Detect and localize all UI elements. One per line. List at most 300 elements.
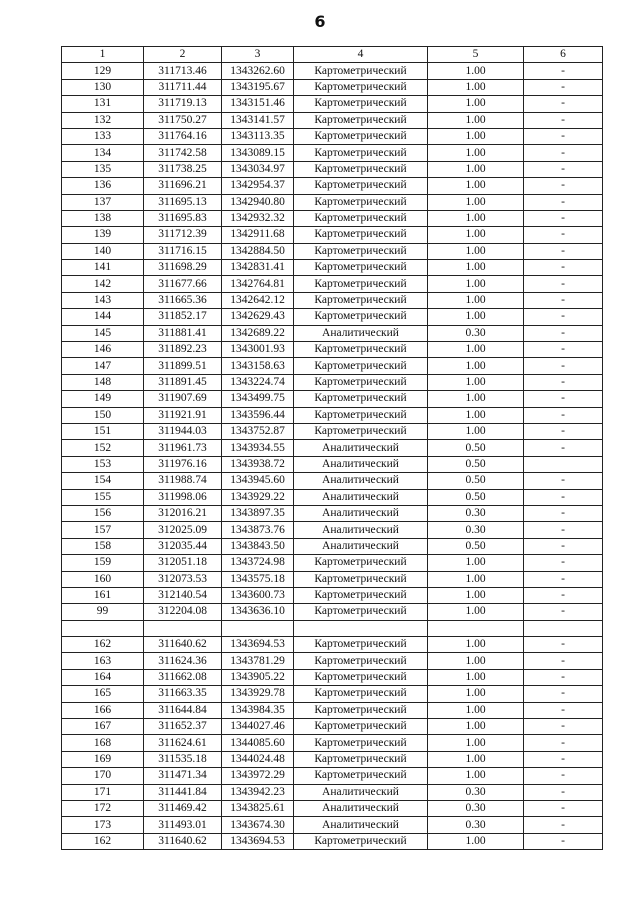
table-cell: 311713.46 bbox=[144, 63, 222, 79]
table-cell: - bbox=[524, 800, 603, 816]
header-row bbox=[62, 47, 603, 63]
table-cell: 1.00 bbox=[428, 391, 524, 407]
table-cell: 1342831.41 bbox=[222, 260, 294, 276]
table-cell: - bbox=[524, 587, 603, 603]
table-cell: - bbox=[524, 276, 603, 292]
table-cell: Картометрический bbox=[294, 145, 428, 161]
column-header: 5 bbox=[428, 47, 524, 63]
table-cell: Картометрический bbox=[294, 604, 428, 620]
table-cell: Картометрический bbox=[294, 276, 428, 292]
coordinates-table bbox=[61, 46, 603, 850]
table-cell: Картометрический bbox=[294, 210, 428, 226]
table-cell: 311716.15 bbox=[144, 243, 222, 259]
table-cell: - bbox=[524, 784, 603, 800]
table-cell: - bbox=[524, 751, 603, 767]
table-row bbox=[62, 112, 603, 128]
table-row bbox=[62, 538, 603, 554]
table-row bbox=[62, 768, 603, 784]
table-cell: 0.50 bbox=[428, 473, 524, 489]
table-cell: 1343001.93 bbox=[222, 342, 294, 358]
table-cell: 145 bbox=[62, 325, 144, 341]
table-cell: - bbox=[524, 505, 603, 521]
table-row bbox=[62, 260, 603, 276]
table-cell: 1.00 bbox=[428, 555, 524, 571]
table-row bbox=[62, 128, 603, 144]
table-cell: 0.30 bbox=[428, 817, 524, 833]
table-cell: - bbox=[524, 79, 603, 95]
table-cell: Аналитический bbox=[294, 505, 428, 521]
table-cell: 312073.53 bbox=[144, 571, 222, 587]
table-cell: 1.00 bbox=[428, 128, 524, 144]
column-header: 4 bbox=[294, 47, 428, 63]
table-cell: 1343113.35 bbox=[222, 128, 294, 144]
table-cell: Картометрический bbox=[294, 768, 428, 784]
table-cell: 1342940.80 bbox=[222, 194, 294, 210]
table-cell: 311738.25 bbox=[144, 161, 222, 177]
table-cell: 161 bbox=[62, 587, 144, 603]
table-cell: 1343224.74 bbox=[222, 374, 294, 390]
table-cell: 1342629.43 bbox=[222, 309, 294, 325]
table-cell: 1.00 bbox=[428, 276, 524, 292]
table-cell: 134 bbox=[62, 145, 144, 161]
empty-cell bbox=[222, 620, 294, 636]
table-cell: 1.00 bbox=[428, 669, 524, 685]
table-cell: 312140.54 bbox=[144, 587, 222, 603]
table-cell: 1343942.23 bbox=[222, 784, 294, 800]
table-cell: 1.00 bbox=[428, 735, 524, 751]
table-cell: 159 bbox=[62, 555, 144, 571]
table-cell: 1.00 bbox=[428, 768, 524, 784]
table-cell: 148 bbox=[62, 374, 144, 390]
table-cell: 153 bbox=[62, 456, 144, 472]
table-row bbox=[62, 555, 603, 571]
table-cell: 311907.69 bbox=[144, 391, 222, 407]
table-cell: - bbox=[524, 96, 603, 112]
table-cell: 163 bbox=[62, 653, 144, 669]
table-cell: - bbox=[524, 145, 603, 161]
table-cell: 1343945.60 bbox=[222, 473, 294, 489]
table-cell: 311441.84 bbox=[144, 784, 222, 800]
table-cell: 312025.09 bbox=[144, 522, 222, 538]
table-cell: - bbox=[524, 309, 603, 325]
table-row bbox=[62, 637, 603, 653]
table-cell: 1343972.29 bbox=[222, 768, 294, 784]
table-cell: 1343089.15 bbox=[222, 145, 294, 161]
table-cell: Аналитический bbox=[294, 440, 428, 456]
table-cell: 172 bbox=[62, 800, 144, 816]
table-cell: - bbox=[524, 128, 603, 144]
table-cell: Картометрический bbox=[294, 227, 428, 243]
table-cell: - bbox=[524, 243, 603, 259]
table-cell: Аналитический bbox=[294, 784, 428, 800]
table-row bbox=[62, 292, 603, 308]
table-cell: Картометрический bbox=[294, 571, 428, 587]
table-cell: Аналитический bbox=[294, 538, 428, 554]
table-cell: Картометрический bbox=[294, 833, 428, 849]
column-header: 3 bbox=[222, 47, 294, 63]
table-cell: - bbox=[524, 571, 603, 587]
table-cell: 129 bbox=[62, 63, 144, 79]
column-header: 1 bbox=[62, 47, 144, 63]
table-cell: 1343694.53 bbox=[222, 637, 294, 653]
table-cell: 1344024.48 bbox=[222, 751, 294, 767]
table-cell: Аналитический bbox=[294, 817, 428, 833]
table-cell: 311640.62 bbox=[144, 637, 222, 653]
table-cell: - bbox=[524, 735, 603, 751]
table-cell: 311695.83 bbox=[144, 210, 222, 226]
table-cell: 311881.41 bbox=[144, 325, 222, 341]
table-cell: 1.00 bbox=[428, 423, 524, 439]
table-row bbox=[62, 505, 603, 521]
table-cell: - bbox=[524, 473, 603, 489]
table-cell: 1.00 bbox=[428, 112, 524, 128]
table-cell: - bbox=[524, 555, 603, 571]
separator-row bbox=[62, 620, 603, 636]
table-cell: - bbox=[524, 325, 603, 341]
table-cell: 1343929.78 bbox=[222, 686, 294, 702]
table-cell: 171 bbox=[62, 784, 144, 800]
table-cell: 136 bbox=[62, 178, 144, 194]
table-row bbox=[62, 489, 603, 505]
table-cell: Картометрический bbox=[294, 374, 428, 390]
table-cell: - bbox=[524, 227, 603, 243]
table-cell: 1.00 bbox=[428, 751, 524, 767]
table-cell: - bbox=[524, 522, 603, 538]
table-cell: 151 bbox=[62, 423, 144, 439]
table-cell: - bbox=[524, 178, 603, 194]
table-cell: Картометрический bbox=[294, 391, 428, 407]
table-cell: 311712.39 bbox=[144, 227, 222, 243]
table-cell: Картометрический bbox=[294, 702, 428, 718]
table-cell: 1343195.67 bbox=[222, 79, 294, 95]
table-cell: 0.50 bbox=[428, 489, 524, 505]
empty-cell bbox=[144, 620, 222, 636]
table-cell: 1343151.46 bbox=[222, 96, 294, 112]
table-cell: 1343984.35 bbox=[222, 702, 294, 718]
table-body bbox=[62, 63, 603, 850]
table-cell: 311998.06 bbox=[144, 489, 222, 505]
table-cell: 1342911.68 bbox=[222, 227, 294, 243]
table-cell: 173 bbox=[62, 817, 144, 833]
table-cell: 135 bbox=[62, 161, 144, 177]
table-cell: 311624.36 bbox=[144, 653, 222, 669]
column-header: 6 bbox=[524, 47, 603, 63]
table-cell: Картометрический bbox=[294, 243, 428, 259]
table-cell: - bbox=[524, 358, 603, 374]
table-row bbox=[62, 391, 603, 407]
table-cell: 311696.21 bbox=[144, 178, 222, 194]
table-row bbox=[62, 571, 603, 587]
table-cell: 1.00 bbox=[428, 653, 524, 669]
table-cell: 0.30 bbox=[428, 505, 524, 521]
table-cell: - bbox=[524, 653, 603, 669]
table-cell: Картометрический bbox=[294, 79, 428, 95]
table-cell: 1343499.75 bbox=[222, 391, 294, 407]
table-cell: 1343141.57 bbox=[222, 112, 294, 128]
table-cell: 1344027.46 bbox=[222, 719, 294, 735]
table-cell: 1343596.44 bbox=[222, 407, 294, 423]
table-cell: - bbox=[524, 194, 603, 210]
table-cell: 1343905.22 bbox=[222, 669, 294, 685]
table-cell: - bbox=[524, 489, 603, 505]
table-cell: 137 bbox=[62, 194, 144, 210]
table-cell: 0.30 bbox=[428, 522, 524, 538]
table-cell: 312204.08 bbox=[144, 604, 222, 620]
table-cell: Картометрический bbox=[294, 112, 428, 128]
table-cell: 143 bbox=[62, 292, 144, 308]
table-cell: 0.50 bbox=[428, 456, 524, 472]
table-cell: Картометрический bbox=[294, 669, 428, 685]
table-cell: 162 bbox=[62, 833, 144, 849]
table-cell: 311852.17 bbox=[144, 309, 222, 325]
table-row bbox=[62, 817, 603, 833]
table-cell: Картометрический bbox=[294, 63, 428, 79]
table-row bbox=[62, 96, 603, 112]
table-cell: 1343934.55 bbox=[222, 440, 294, 456]
table-cell: 311764.16 bbox=[144, 128, 222, 144]
table-row bbox=[62, 587, 603, 603]
table-cell: 311677.66 bbox=[144, 276, 222, 292]
table-row bbox=[62, 358, 603, 374]
table-cell: 311921.91 bbox=[144, 407, 222, 423]
table-cell: 1343158.63 bbox=[222, 358, 294, 374]
table-cell: 141 bbox=[62, 260, 144, 276]
table-row bbox=[62, 702, 603, 718]
table-cell: - bbox=[524, 686, 603, 702]
table-cell: - bbox=[524, 440, 603, 456]
table-cell: 1.00 bbox=[428, 194, 524, 210]
table-cell: 1343752.87 bbox=[222, 423, 294, 439]
table-cell: - bbox=[524, 538, 603, 554]
table-row bbox=[62, 374, 603, 390]
table-cell: - bbox=[524, 817, 603, 833]
table-cell: 1343600.73 bbox=[222, 587, 294, 603]
table-cell: Картометрический bbox=[294, 342, 428, 358]
table-cell: 99 bbox=[62, 604, 144, 620]
table-cell: - bbox=[524, 604, 603, 620]
table-cell: 311652.37 bbox=[144, 719, 222, 735]
table-cell: 1342764.81 bbox=[222, 276, 294, 292]
table-cell: 1.00 bbox=[428, 260, 524, 276]
table-row bbox=[62, 440, 603, 456]
table-cell: 312035.44 bbox=[144, 538, 222, 554]
table-cell: 139 bbox=[62, 227, 144, 243]
table-cell: 0.50 bbox=[428, 538, 524, 554]
table-cell: - bbox=[524, 833, 603, 849]
table-cell: Картометрический bbox=[294, 653, 428, 669]
table-row bbox=[62, 63, 603, 79]
table-cell: Картометрический bbox=[294, 96, 428, 112]
table-cell: 147 bbox=[62, 358, 144, 374]
table-cell: Картометрический bbox=[294, 161, 428, 177]
table-cell: 1343938.72 bbox=[222, 456, 294, 472]
table-cell: - bbox=[524, 112, 603, 128]
table-cell: - bbox=[524, 292, 603, 308]
table-row bbox=[62, 309, 603, 325]
table-cell: 1342954.37 bbox=[222, 178, 294, 194]
table-cell: Картометрический bbox=[294, 735, 428, 751]
table-cell: 1343262.60 bbox=[222, 63, 294, 79]
table-row bbox=[62, 784, 603, 800]
empty-cell bbox=[524, 620, 603, 636]
table-row bbox=[62, 227, 603, 243]
table-cell: - bbox=[524, 161, 603, 177]
table-cell: 1342689.22 bbox=[222, 325, 294, 341]
table-cell: 138 bbox=[62, 210, 144, 226]
table-cell: 155 bbox=[62, 489, 144, 505]
table-row bbox=[62, 178, 603, 194]
table-cell: 311742.58 bbox=[144, 145, 222, 161]
table-cell: 1.00 bbox=[428, 833, 524, 849]
table-cell: 1.00 bbox=[428, 342, 524, 358]
table-cell: 311711.44 bbox=[144, 79, 222, 95]
table-cell: 133 bbox=[62, 128, 144, 144]
table-row bbox=[62, 833, 603, 849]
table-row bbox=[62, 456, 603, 472]
table-cell: 168 bbox=[62, 735, 144, 751]
table-cell: 164 bbox=[62, 669, 144, 685]
table-cell: Картометрический bbox=[294, 128, 428, 144]
table-cell: Аналитический bbox=[294, 522, 428, 538]
table-cell: 311750.27 bbox=[144, 112, 222, 128]
table-cell: 170 bbox=[62, 768, 144, 784]
table-row bbox=[62, 653, 603, 669]
table-cell: 1.00 bbox=[428, 178, 524, 194]
table-cell: 1343034.97 bbox=[222, 161, 294, 177]
table-cell: - bbox=[524, 719, 603, 735]
table-cell: 1.00 bbox=[428, 96, 524, 112]
table-cell: 1.00 bbox=[428, 358, 524, 374]
table-cell: Аналитический bbox=[294, 456, 428, 472]
table-cell: 1.00 bbox=[428, 210, 524, 226]
table-cell: 0.50 bbox=[428, 440, 524, 456]
table-cell: Аналитический bbox=[294, 800, 428, 816]
table-cell: 311644.84 bbox=[144, 702, 222, 718]
table-cell: 149 bbox=[62, 391, 144, 407]
table-cell: 1343694.53 bbox=[222, 833, 294, 849]
table-cell: 311665.36 bbox=[144, 292, 222, 308]
table-cell: 144 bbox=[62, 309, 144, 325]
table-row bbox=[62, 735, 603, 751]
table-cell: Картометрический bbox=[294, 292, 428, 308]
table-cell: 311891.45 bbox=[144, 374, 222, 390]
table-cell: Картометрический bbox=[294, 686, 428, 702]
table-row bbox=[62, 522, 603, 538]
table-cell: 169 bbox=[62, 751, 144, 767]
table-cell: 156 bbox=[62, 505, 144, 521]
table-cell: 0.30 bbox=[428, 325, 524, 341]
table-cell: 1.00 bbox=[428, 604, 524, 620]
table-cell: 311640.62 bbox=[144, 833, 222, 849]
table-cell: Картометрический bbox=[294, 407, 428, 423]
table-cell: 1.00 bbox=[428, 637, 524, 653]
table-cell: 1.00 bbox=[428, 79, 524, 95]
table-cell: 1.00 bbox=[428, 243, 524, 259]
table-cell: 1.00 bbox=[428, 571, 524, 587]
table-cell: 152 bbox=[62, 440, 144, 456]
table-cell: - bbox=[524, 342, 603, 358]
table-cell: 1342884.50 bbox=[222, 243, 294, 259]
table-cell: Картометрический bbox=[294, 309, 428, 325]
table-cell: - bbox=[524, 63, 603, 79]
table-cell: 1343575.18 bbox=[222, 571, 294, 587]
table-cell: 158 bbox=[62, 538, 144, 554]
table-cell: 130 bbox=[62, 79, 144, 95]
table-row bbox=[62, 423, 603, 439]
table-cell: 311719.13 bbox=[144, 96, 222, 112]
table-cell: 311698.29 bbox=[144, 260, 222, 276]
table-row bbox=[62, 407, 603, 423]
table-cell: 311493.01 bbox=[144, 817, 222, 833]
table-cell: 157 bbox=[62, 522, 144, 538]
table-cell: 140 bbox=[62, 243, 144, 259]
table-row bbox=[62, 243, 603, 259]
table-cell: - bbox=[524, 210, 603, 226]
table-cell: Аналитический bbox=[294, 473, 428, 489]
table-cell: 1344085.60 bbox=[222, 735, 294, 751]
table-row bbox=[62, 719, 603, 735]
table-cell: 1.00 bbox=[428, 145, 524, 161]
table-cell: 1343636.10 bbox=[222, 604, 294, 620]
table-cell: - bbox=[524, 407, 603, 423]
table-cell: 1.00 bbox=[428, 292, 524, 308]
table-cell: 1343873.76 bbox=[222, 522, 294, 538]
table-cell: Картометрический bbox=[294, 194, 428, 210]
table-row bbox=[62, 473, 603, 489]
table-cell: 311662.08 bbox=[144, 669, 222, 685]
table-cell: Аналитический bbox=[294, 489, 428, 505]
table-row bbox=[62, 686, 603, 702]
table-cell: 160 bbox=[62, 571, 144, 587]
table-cell: 1342932.32 bbox=[222, 210, 294, 226]
table-cell: 162 bbox=[62, 637, 144, 653]
table-cell: 311535.18 bbox=[144, 751, 222, 767]
table-cell: Картометрический bbox=[294, 423, 428, 439]
table-row bbox=[62, 145, 603, 161]
table-cell: 312051.18 bbox=[144, 555, 222, 571]
table-cell: Картометрический bbox=[294, 358, 428, 374]
table-row bbox=[62, 161, 603, 177]
table-cell: 132 bbox=[62, 112, 144, 128]
table-cell: 150 bbox=[62, 407, 144, 423]
table-row bbox=[62, 325, 603, 341]
table-cell: 311471.34 bbox=[144, 768, 222, 784]
table-cell: 1.00 bbox=[428, 686, 524, 702]
table-cell: Картометрический bbox=[294, 587, 428, 603]
table-cell: 1.00 bbox=[428, 719, 524, 735]
table-cell: 1.00 bbox=[428, 309, 524, 325]
table-cell: 1343843.50 bbox=[222, 538, 294, 554]
table-cell: - bbox=[524, 768, 603, 784]
table-cell: 0.30 bbox=[428, 800, 524, 816]
table-cell: - bbox=[524, 702, 603, 718]
table-cell: Картометрический bbox=[294, 637, 428, 653]
page-number: 6 bbox=[314, 12, 326, 31]
table-cell: 311976.16 bbox=[144, 456, 222, 472]
table-cell: 1343674.30 bbox=[222, 817, 294, 833]
table-cell: Картометрический bbox=[294, 555, 428, 571]
table-cell: 1.00 bbox=[428, 227, 524, 243]
table-cell: Аналитический bbox=[294, 325, 428, 341]
table-cell: 1.00 bbox=[428, 161, 524, 177]
table-row bbox=[62, 751, 603, 767]
table-cell: - bbox=[524, 391, 603, 407]
table-cell: - bbox=[524, 374, 603, 390]
table-cell: 311624.61 bbox=[144, 735, 222, 751]
table-cell: 0.30 bbox=[428, 784, 524, 800]
table-cell: 311892.23 bbox=[144, 342, 222, 358]
table-cell: 311663.35 bbox=[144, 686, 222, 702]
